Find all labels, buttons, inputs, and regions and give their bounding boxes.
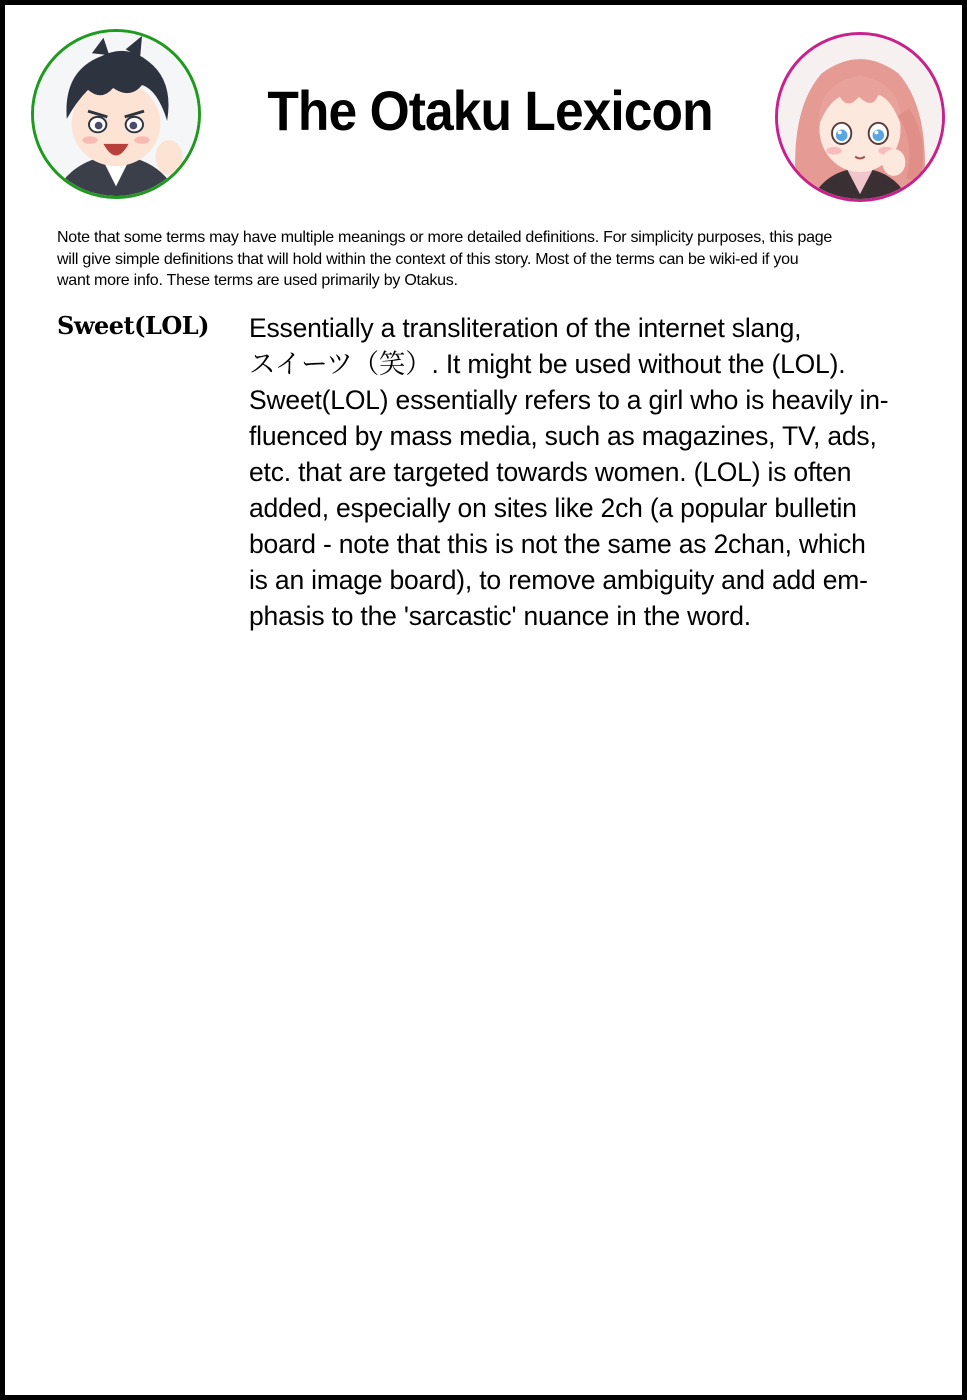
intro-note-line: Note that some terms may have multiple meanings or more detailed definitions. For simplicity purposes, this page [57, 229, 833, 246]
page-title: The Otaku Lexicon [267, 79, 713, 142]
definition-line: phasis to the 'sarcastic' nuance in the word. [249, 601, 751, 631]
definition-line: スイーツ（笑）. It might be used without the (LOL). [249, 349, 846, 379]
boy-character-avatar-icon [31, 29, 201, 199]
definition-line: is an image board), to remove ambiguity and add em- [249, 565, 868, 595]
definition-line: fluenced by mass media, such as magazines, TV, ads, [249, 421, 877, 451]
lexicon-term: Sweet(LOL) [57, 311, 209, 340]
definition-line: Sweet(LOL) essentially refers to a girl who is heavily in- [249, 385, 889, 415]
definition-line: Essentially a transliteration of the internet slang, [249, 313, 802, 343]
definition-line: board - note that this is not the same as 2chan, which [249, 529, 866, 559]
lexicon-definition [249, 310, 959, 634]
definition-line: added, especially on sites like 2ch (a popular bulletin [249, 493, 857, 523]
intro-note-line: want more info. These terms are used primarily by Otakus. [57, 272, 458, 289]
definition-line: etc. that are targeted towards women. (LOL) is often [249, 457, 852, 487]
girl-character-avatar-icon [775, 32, 945, 202]
intro-note-line: will give simple definitions that will hold within the context of this story. Most of the terms can be wiki-ed if you [57, 250, 799, 268]
intro-note [57, 227, 957, 292]
